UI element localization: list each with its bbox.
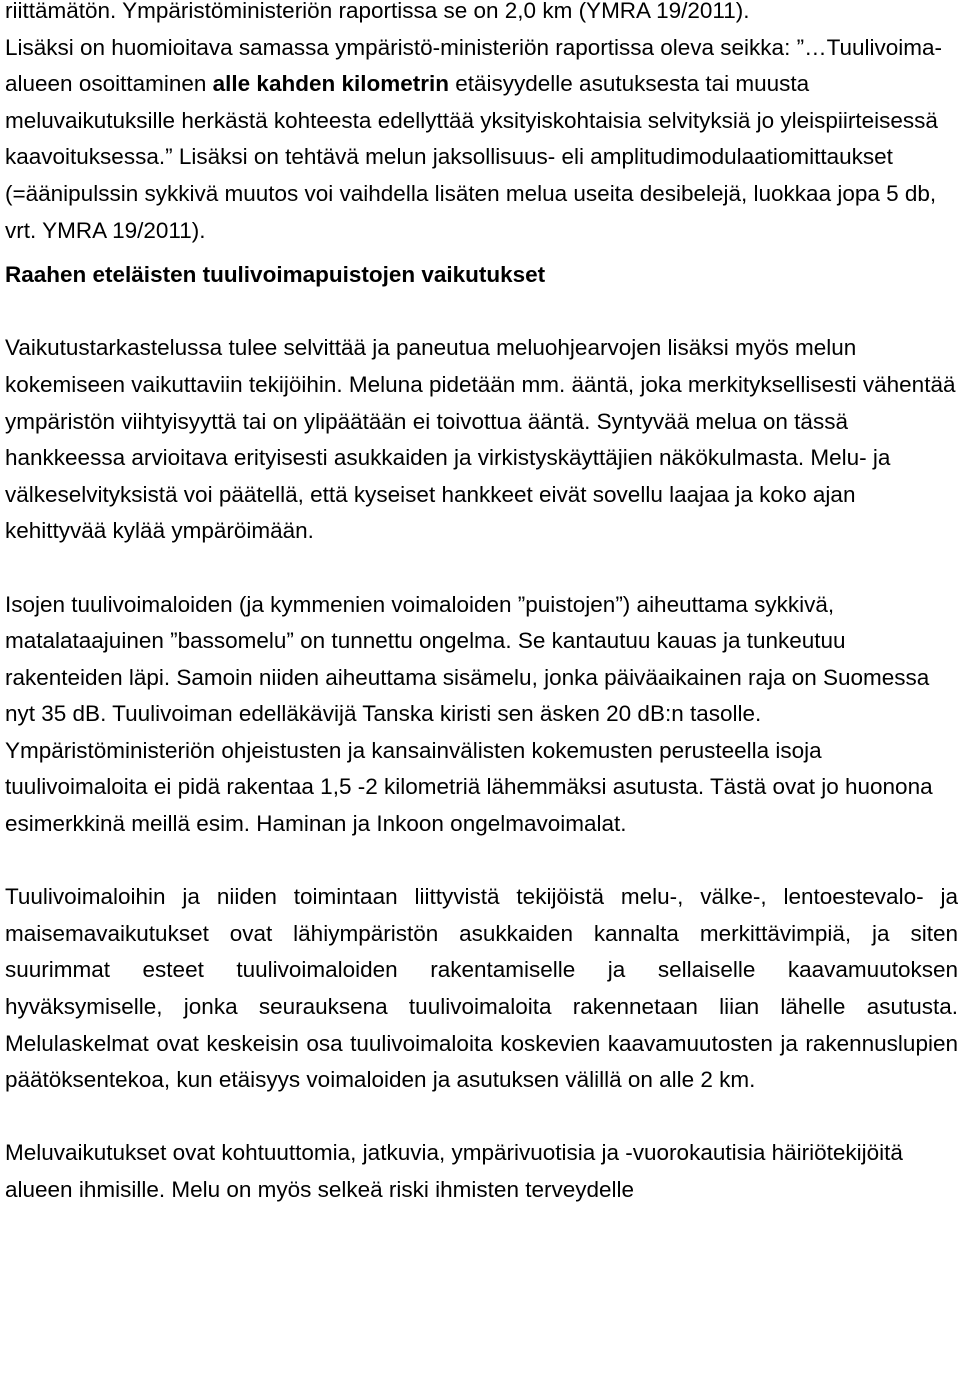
- text-run: etäisyydelle asutuksesta tai muusta meluvaikutuksille herkästä kohteesta edellyttää yksityiskohtaisia selvityksiä jo yleispiirteisessä kaavoituksessa.” Lisäksi on tehtävä melun jaksollisuus- eli amplitudimodulaatiomittaukset (=äänipulssin sykkivä muutos voi vaihdella lisäten melua useita desibelejä, luokkaa jopa 5 db, vrt. YMRA 19/2011).: [5, 71, 938, 243]
- section-heading: Raahen eteläisten tuulivoimapuistojen vaikutukset: [5, 262, 546, 288]
- text-line: riittämätön. Ympäristöministeriön raportissa se on 2,0 km (YMRA 19/2011).: [5, 0, 750, 23]
- paragraph-health-risk: Meluvaikutukset ovat kohtuuttomia, jatkuvia, ympärivuotisia ja -vuorokautisia häiriötekijöitä alueen ihmisille. Melu on myös selkeä riski ihmisten terveydelle: [5, 1140, 903, 1202]
- paragraph-low-frequency-noise: Isojen tuulivoimaloiden (ja kymmenien voimaloiden ”puistojen”) aiheuttama sykkivä, matalataajuinen ”bassomelu” on tunnettu ongelma. Se kantautuu kauas ja tunkeutuu rakenteiden läpi. Samoin niiden aiheuttama sisämelu, jonka päiväaikainen raja on Suomessa nyt 35 dB. Tuulivoiman edelläkävijä Tanska kiristi sen äsken 20 dB:n tasolle. Ympäristöministeriön ohjeistusten ja kansainvälisten kokemusten perusteella isoja tuulivoimaloita ei pidä rakentaa 1,5 -2 kilometriä lähemmäksi asutusta. Tästä ovat jo huonona esimerkkinä meillä esim. Haminan ja Inkoon ongelmavoimalat.: [5, 591, 933, 837]
- paragraph-disturbance-factors: Tuulivoimaloihin ja niiden toimintaan liittyvistä tekijöistä melu-, välke-, lentoestevalo- ja maisemavaikutukset ovat lähiympäristön asukkaiden kannalta merkittävimpiä, ja siten suurimmat esteet tuulivoimaloiden rakentamiselle ja sellaiselle kaavamuutoksen hyväksymiselle, jonka seurauksena tuulivoimaloita rakennetaan liian lähelle asutusta. Melulaskelmat ovat keskeisin osa tuulivoimaloita koskevien kaavamuutosten ja rakennuslupien päätöksentekoa, kun etäisyys voimaloiden ja asutuksen välillä on alle 2 km.: [5, 884, 958, 1093]
- paragraph-impact-assessment: Vaikutustarkastelussa tulee selvittää ja paneutua meluohjearvojen lisäksi myös melun kokemiseen vaikuttaviin tekijöihin. Meluna pidetään mm. ääntä, joka merkityksellisesti vähentää ympäristön viihtyisyyttä tai on ylipäätään ei toivottua ääntä. Syntyvää melua on tässä hankkeessa arvioitava erityisesti asukkaiden ja virkistyskäyttäjien näkökulmasta. Melu- ja välkeselvityksistä voi päätellä, että kyseiset hankkeet eivät sovellu laajaa ja koko ajan kehittyvää kylää ympäröimään.: [5, 335, 956, 544]
- emphasis-text: alle kahden kilometrin: [212, 71, 449, 97]
- document-page: [5, 0, 958, 1209]
- paragraph-noise-limits: [5, 0, 958, 249]
- text-run: Lisäksi on huomioitava samassa ympäristö-ministeriön raportissa oleva seikka: ”…Tuulivoima-alueen osoittaminen: [5, 34, 943, 97]
